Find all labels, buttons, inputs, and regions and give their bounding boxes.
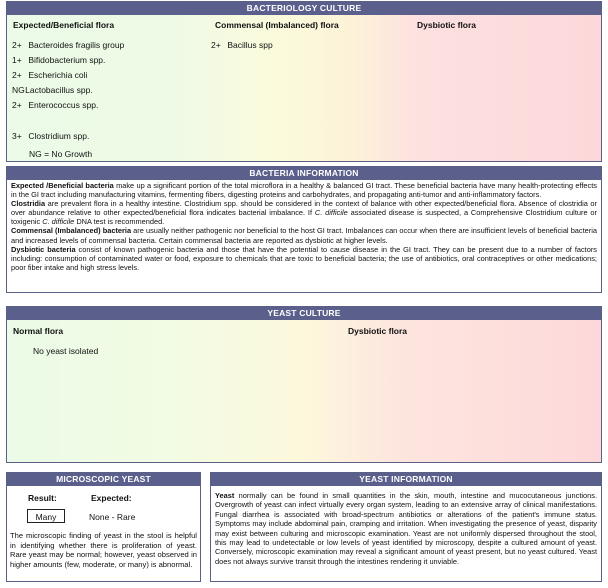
expected-flora-heading: Expected/Beneficial flora — [13, 20, 115, 30]
yeast-dysbiotic-flora-heading: Dysbiotic flora — [348, 326, 408, 336]
bacteriology-culture-panel — [6, 1, 602, 162]
dysbiotic-bacteria-paragraph: Dysbiotic bacteria consist of known pathogenic bacteria and those that have the potential to cause disease in the GI tract. They can be present due to a number of factors including: consumption of contaminated water or food, exposure to chemicals that are toxic to beneficial bacteria; the use of antibiotics, oral contraceptives or other medications; poor fiber intake and high stress levels. — [11, 244, 597, 272]
expected-row: 2+ Escherichia coli — [12, 70, 88, 80]
bacteriology-culture-body — [7, 15, 601, 161]
result-label: Result: — [28, 493, 57, 503]
yeast-culture-body — [7, 320, 601, 462]
commensal-row: 2+ Bacillus spp — [211, 40, 273, 50]
yeast-information-panel — [210, 472, 602, 582]
yeast-culture-header: YEAST CULTURE — [7, 307, 601, 320]
bacteria-information-header: BACTERIA INFORMATION — [7, 167, 601, 180]
bacteriology-culture-header: BACTERIOLOGY CULTURE — [7, 2, 601, 15]
yeast-culture-result: No yeast isolated — [33, 346, 99, 356]
no-growth-legend: NG = No Growth — [29, 149, 93, 159]
normal-flora-heading: Normal flora — [13, 326, 64, 336]
expected-row: 2+ Bacteroides fragilis group — [12, 40, 125, 50]
yeast-culture-panel — [6, 306, 602, 463]
expected-label: Expected: — [91, 493, 132, 503]
expected-row: 2+ Enterococcus spp. — [12, 100, 99, 110]
commensal-flora-heading: Commensal (Imbalanced) flora — [215, 20, 339, 30]
bacteria-information-text — [7, 180, 601, 272]
bacteria-information-panel — [6, 166, 602, 293]
expected-row: 3+ Clostridium spp. — [12, 131, 90, 141]
microscopic-yeast-header: MICROSCOPIC YEAST — [7, 473, 200, 486]
beneficial-bacteria-paragraph: Expected /Beneficial bacteria make up a significant portion of the total microflora in a healthy & balanced GI tract. These beneficial bacteria have many health-protecting effects in the GI tract including manufacturing vitamins, fermenting fibers, digesting proteins and carbohydrates, and propagating anti-tumor and anti-inflammatory factors. — [11, 181, 597, 200]
yeast-result-value: Many — [27, 509, 65, 523]
yeast-information-text: Yeast normally can be found in small quantities in the skin, mouth, intestine and mucocutaneous junctions. Overgrowth of yeast can infect virtually every organ system, leading to an extensive array of clinical manifestations. Fungal diarrhea is associated with broad-spectrum antibiotics or alterations of the patient's immune status. Symptoms may include abdominal pain, cramping and irritation. When investigating the presence of yeast, disparity may exist between culturing and microscopic examination. Yeast are not uniformly dispersed throughout the stool, this may lead to undetectable or low levels of yeast identified by microscopy, despite a cultured amount of yeast. Conversely, microscopic examination may reveal a significant amount of yeast present, but no yeast cultured. Yeast does not always survive transit through the intestines rendering it unviable. — [215, 491, 597, 566]
expected-row: NG Lactobacillus spp. — [12, 85, 93, 95]
yeast-information-header: YEAST INFORMATION — [211, 473, 601, 486]
yeast-expected-value: None - Rare — [89, 512, 136, 522]
dysbiotic-flora-heading: Dysbiotic flora — [417, 20, 477, 30]
commensal-bacteria-paragraph: Commensal (Imbalanced) bacteria are usually neither pathogenic nor beneficial to the host GI tract. Imbalances can occur when there are insufficient levels of beneficial bacteria and increased levels of commensal bacteria. Certain commensal bacteria are reported as dysbiotic at higher levels. — [11, 226, 597, 245]
microscopic-yeast-panel — [6, 472, 201, 582]
microscopic-yeast-note: The microscopic finding of yeast in the stool is helpful in identifying whether there is proliferation of yeast. Rare yeast may be normal; however, yeast observed in higher amounts (few, moderate, or many) is abnormal. — [10, 531, 197, 569]
expected-row: 1+ Bifidobacterium spp. — [12, 55, 106, 65]
clostridia-paragraph: Clostridia are prevalent flora in a healthy intestine. Clostridium spp. should be considered in the context of balance with other expected/beneficial flora. Absence of clostridia or over abundance relative to other expected/beneficial flora indicates bacterial imbalance. If C. difficile associated disease is suspected, a Comprehensive Clostridium culture or toxigenic C. difficile DNA test is recommended. — [11, 199, 597, 227]
